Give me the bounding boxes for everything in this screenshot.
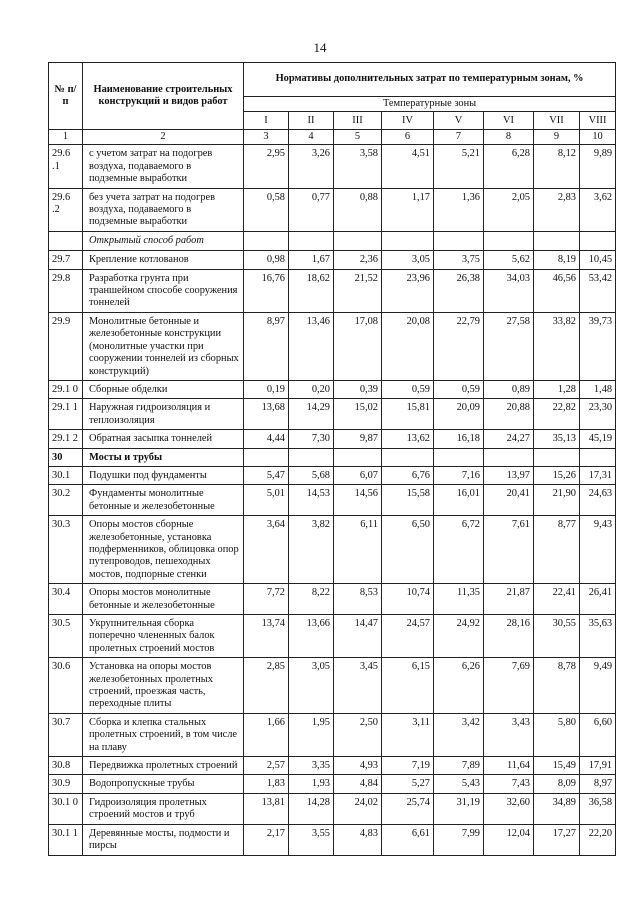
value-cell: 34,89	[534, 793, 580, 824]
value-cell: 7,69	[484, 658, 534, 714]
value-cell	[289, 448, 334, 466]
value-cell: 32,60	[484, 793, 534, 824]
value-cell: 23,96	[382, 269, 434, 312]
column-number: 4	[289, 130, 334, 145]
value-cell: 27,58	[484, 312, 534, 380]
table-row	[49, 658, 616, 714]
row-name: Укрупнительная сборка поперечно члененных балок пролетных строений мостов	[83, 615, 244, 658]
table-row	[49, 757, 616, 775]
zone-header: I	[244, 112, 289, 130]
row-number: 29.1 1	[49, 399, 83, 430]
table-row	[49, 448, 616, 466]
value-cell: 2,95	[244, 145, 289, 188]
value-cell: 13,97	[484, 466, 534, 484]
row-number: 29.8	[49, 269, 83, 312]
value-cell: 24,57	[382, 615, 434, 658]
value-cell	[534, 448, 580, 466]
value-cell: 3,43	[484, 713, 534, 756]
value-cell	[580, 448, 616, 466]
value-cell: 0,19	[244, 380, 289, 398]
col-header-name: Наименование строительных конструкций и видов работ	[83, 63, 244, 130]
value-cell: 17,27	[534, 824, 580, 855]
value-cell: 20,08	[382, 312, 434, 380]
table-row	[49, 145, 616, 188]
value-cell: 8,77	[534, 516, 580, 584]
row-name: Деревянные мосты, подмости и пирсы	[83, 824, 244, 855]
value-cell: 7,99	[434, 824, 484, 855]
value-cell: 53,42	[580, 269, 616, 312]
value-cell: 0,98	[244, 251, 289, 269]
table-row	[49, 793, 616, 824]
value-cell: 6,07	[334, 466, 382, 484]
value-cell: 2,85	[244, 658, 289, 714]
row-name: Монолитные бетонные и железобетонные конструкции (монолитные участки при сооружении тоннелей из сборных конструкций)	[83, 312, 244, 380]
value-cell: 24,92	[434, 615, 484, 658]
row-name: Водопропускные трубы	[83, 775, 244, 793]
value-cell: 17,91	[580, 757, 616, 775]
row-number: 29.7	[49, 251, 83, 269]
value-cell	[244, 231, 289, 250]
value-cell: 10,45	[580, 251, 616, 269]
value-cell: 15,26	[534, 466, 580, 484]
value-cell: 5,80	[534, 713, 580, 756]
value-cell: 5,21	[434, 145, 484, 188]
value-cell	[289, 231, 334, 250]
value-cell: 45,19	[580, 430, 616, 448]
value-cell: 6,11	[334, 516, 382, 584]
page-number: 14	[313, 40, 327, 55]
value-cell	[334, 231, 382, 250]
value-cell: 16,01	[434, 485, 484, 516]
value-cell: 6,61	[382, 824, 434, 855]
value-cell: 24,63	[580, 485, 616, 516]
value-cell: 0,89	[484, 380, 534, 398]
value-cell: 14,47	[334, 615, 382, 658]
value-cell: 22,82	[534, 399, 580, 430]
zone-header: II	[289, 112, 334, 130]
value-cell: 21,90	[534, 485, 580, 516]
value-cell: 3,11	[382, 713, 434, 756]
value-cell: 0,59	[382, 380, 434, 398]
value-cell: 24,27	[484, 430, 534, 448]
value-cell: 15,02	[334, 399, 382, 430]
value-cell: 23,30	[580, 399, 616, 430]
value-cell: 0,58	[244, 188, 289, 231]
row-name: Мосты и трубы	[83, 448, 244, 466]
value-cell	[484, 448, 534, 466]
value-cell: 1,28	[534, 380, 580, 398]
value-cell: 0,77	[289, 188, 334, 231]
zone-header: III	[334, 112, 382, 130]
table-row	[49, 775, 616, 793]
value-cell: 5,01	[244, 485, 289, 516]
value-cell: 1,67	[289, 251, 334, 269]
value-cell: 17,31	[580, 466, 616, 484]
table-row	[49, 485, 616, 516]
column-number: 2	[83, 130, 244, 145]
value-cell: 12,04	[484, 824, 534, 855]
value-cell: 35,13	[534, 430, 580, 448]
column-number: 7	[434, 130, 484, 145]
value-cell: 7,89	[434, 757, 484, 775]
row-name: Разработка грунта при траншейном способе сооружения тоннелей	[83, 269, 244, 312]
value-cell: 16,18	[434, 430, 484, 448]
value-cell: 0,39	[334, 380, 382, 398]
value-cell: 13,46	[289, 312, 334, 380]
value-cell: 26,41	[580, 584, 616, 615]
row-number: 29.1 2	[49, 430, 83, 448]
value-cell: 15,49	[534, 757, 580, 775]
value-cell: 21,52	[334, 269, 382, 312]
value-cell	[244, 448, 289, 466]
value-cell: 14,56	[334, 485, 382, 516]
value-cell: 22,79	[434, 312, 484, 380]
value-cell: 9,87	[334, 430, 382, 448]
value-cell: 6,72	[434, 516, 484, 584]
zone-header: VIII	[580, 112, 616, 130]
row-name: Наружная гидроизоляция и теплоизоляция	[83, 399, 244, 430]
row-number: 30.9	[49, 775, 83, 793]
value-cell: 0,59	[434, 380, 484, 398]
value-cell: 35,63	[580, 615, 616, 658]
value-cell: 7,16	[434, 466, 484, 484]
value-cell: 11,35	[434, 584, 484, 615]
value-cell: 0,88	[334, 188, 382, 231]
zone-header: V	[434, 112, 484, 130]
table-row	[49, 231, 616, 250]
row-name: Фундаменты монолитные бетонные и железобетонные	[83, 485, 244, 516]
row-number: 29.6 .2	[49, 188, 83, 231]
row-number: 29.1 0	[49, 380, 83, 398]
value-cell	[434, 231, 484, 250]
table-row	[49, 188, 616, 231]
row-name: Обратная засыпка тоннелей	[83, 430, 244, 448]
row-number: 29.9	[49, 312, 83, 380]
value-cell: 7,72	[244, 584, 289, 615]
value-cell: 18,62	[289, 269, 334, 312]
value-cell: 3,35	[289, 757, 334, 775]
column-number: 8	[484, 130, 534, 145]
value-cell: 25,74	[382, 793, 434, 824]
value-cell: 6,26	[434, 658, 484, 714]
row-number: 30.6	[49, 658, 83, 714]
table-row	[49, 312, 616, 380]
value-cell: 0,20	[289, 380, 334, 398]
table-row	[49, 824, 616, 855]
value-cell: 1,83	[244, 775, 289, 793]
value-cell: 7,30	[289, 430, 334, 448]
zone-header: IV	[382, 112, 434, 130]
value-cell: 6,15	[382, 658, 434, 714]
value-cell: 2,50	[334, 713, 382, 756]
table-row	[49, 399, 616, 430]
value-cell: 33,82	[534, 312, 580, 380]
table-row	[49, 615, 616, 658]
value-cell	[534, 231, 580, 250]
value-cell: 13,68	[244, 399, 289, 430]
value-cell: 31,19	[434, 793, 484, 824]
row-number: 30.1 0	[49, 793, 83, 824]
value-cell: 6,60	[580, 713, 616, 756]
value-cell: 10,74	[382, 584, 434, 615]
row-name: Крепление котлованов	[83, 251, 244, 269]
column-number: 3	[244, 130, 289, 145]
value-cell: 3,62	[580, 188, 616, 231]
value-cell: 4,84	[334, 775, 382, 793]
value-cell: 2,57	[244, 757, 289, 775]
value-cell: 13,62	[382, 430, 434, 448]
value-cell: 5,47	[244, 466, 289, 484]
column-number: 6	[382, 130, 434, 145]
value-cell: 8,22	[289, 584, 334, 615]
value-cell: 1,17	[382, 188, 434, 231]
value-cell: 13,81	[244, 793, 289, 824]
value-cell	[382, 448, 434, 466]
value-cell: 4,83	[334, 824, 382, 855]
value-cell: 6,28	[484, 145, 534, 188]
value-cell: 2,05	[484, 188, 534, 231]
row-number: 30.8	[49, 757, 83, 775]
value-cell: 8,78	[534, 658, 580, 714]
value-cell: 8,53	[334, 584, 382, 615]
value-cell: 8,97	[244, 312, 289, 380]
col-header-no: № п/п	[49, 63, 83, 130]
value-cell: 14,29	[289, 399, 334, 430]
value-cell: 26,38	[434, 269, 484, 312]
value-cell: 3,75	[434, 251, 484, 269]
row-number: 30.2	[49, 485, 83, 516]
value-cell: 5,62	[484, 251, 534, 269]
value-cell: 1,95	[289, 713, 334, 756]
value-cell: 5,43	[434, 775, 484, 793]
value-cell: 3,58	[334, 145, 382, 188]
value-cell: 15,58	[382, 485, 434, 516]
value-cell: 6,76	[382, 466, 434, 484]
value-cell	[382, 231, 434, 250]
row-name: Гидроизоляция пролетных строений мостов и труб	[83, 793, 244, 824]
table-row	[49, 713, 616, 756]
value-cell: 7,19	[382, 757, 434, 775]
value-cell: 3,64	[244, 516, 289, 584]
table-row	[49, 516, 616, 584]
value-cell: 7,61	[484, 516, 534, 584]
value-cell	[334, 448, 382, 466]
value-cell	[580, 231, 616, 250]
row-name: Подушки под фундаменты	[83, 466, 244, 484]
row-number	[49, 231, 83, 250]
col-header-zones: Температурные зоны	[244, 97, 616, 112]
column-number: 1	[49, 130, 83, 145]
row-number: 30.4	[49, 584, 83, 615]
value-cell: 22,20	[580, 824, 616, 855]
value-cell: 17,08	[334, 312, 382, 380]
table-row	[49, 584, 616, 615]
value-cell: 22,41	[534, 584, 580, 615]
column-number: 9	[534, 130, 580, 145]
value-cell: 24,02	[334, 793, 382, 824]
value-cell: 13,74	[244, 615, 289, 658]
value-cell: 3,05	[382, 251, 434, 269]
value-cell: 3,45	[334, 658, 382, 714]
value-cell: 2,36	[334, 251, 382, 269]
value-cell: 30,55	[534, 615, 580, 658]
row-name: Опоры мостов сборные железобетонные, установка подферменников, облицовка опор путепроводов, пешеходных мостов, подпорные стенки	[83, 516, 244, 584]
value-cell: 1,66	[244, 713, 289, 756]
value-cell: 14,53	[289, 485, 334, 516]
norms-table	[48, 62, 616, 856]
row-name: Передвижка пролетных строений	[83, 757, 244, 775]
value-cell: 39,73	[580, 312, 616, 380]
value-cell: 8,97	[580, 775, 616, 793]
table-row	[49, 430, 616, 448]
value-cell	[484, 231, 534, 250]
value-cell	[434, 448, 484, 466]
value-cell: 9,43	[580, 516, 616, 584]
value-cell: 15,81	[382, 399, 434, 430]
table-row	[49, 251, 616, 269]
value-cell: 9,89	[580, 145, 616, 188]
row-number: 30.1	[49, 466, 83, 484]
row-name: с учетом затрат на подогрев воздуха, подаваемого в подземные выработки	[83, 145, 244, 188]
column-number: 10	[580, 130, 616, 145]
value-cell: 16,76	[244, 269, 289, 312]
row-name: без учета затрат на подогрев воздуха, подаваемого в подземные выработки	[83, 188, 244, 231]
value-cell: 14,28	[289, 793, 334, 824]
value-cell: 20,09	[434, 399, 484, 430]
value-cell: 21,87	[484, 584, 534, 615]
value-cell: 1,36	[434, 188, 484, 231]
value-cell: 5,27	[382, 775, 434, 793]
row-number: 30	[49, 448, 83, 466]
value-cell: 3,42	[434, 713, 484, 756]
value-cell: 5,68	[289, 466, 334, 484]
value-cell: 13,66	[289, 615, 334, 658]
value-cell: 36,58	[580, 793, 616, 824]
value-cell: 9,49	[580, 658, 616, 714]
value-cell: 3,55	[289, 824, 334, 855]
row-number: 30.7	[49, 713, 83, 756]
table-row	[49, 380, 616, 398]
zone-header: VI	[484, 112, 534, 130]
value-cell: 2,83	[534, 188, 580, 231]
value-cell: 1,93	[289, 775, 334, 793]
table-row	[49, 466, 616, 484]
row-name: Установка на опоры мостов железобетонных пролетных строений, проезжая часть, переходные плиты	[83, 658, 244, 714]
row-number: 30.3	[49, 516, 83, 584]
value-cell: 4,51	[382, 145, 434, 188]
value-cell: 6,50	[382, 516, 434, 584]
value-cell: 2,17	[244, 824, 289, 855]
row-name: Открытый способ работ	[83, 231, 244, 250]
zone-header: VII	[534, 112, 580, 130]
value-cell: 11,64	[484, 757, 534, 775]
row-number: 29.6 .1	[49, 145, 83, 188]
value-cell: 20,88	[484, 399, 534, 430]
value-cell: 7,43	[484, 775, 534, 793]
value-cell: 34,03	[484, 269, 534, 312]
row-number: 30.5	[49, 615, 83, 658]
row-name: Опоры мостов монолитные бетонные и железобетонные	[83, 584, 244, 615]
value-cell: 8,19	[534, 251, 580, 269]
value-cell: 46,56	[534, 269, 580, 312]
row-name: Сборка и клепка стальных пролетных строений, в том числе на плаву	[83, 713, 244, 756]
row-name: Сборные обделки	[83, 380, 244, 398]
row-number: 30.1 1	[49, 824, 83, 855]
value-cell: 3,05	[289, 658, 334, 714]
value-cell: 3,82	[289, 516, 334, 584]
value-cell: 4,44	[244, 430, 289, 448]
value-cell: 4,93	[334, 757, 382, 775]
value-cell: 8,12	[534, 145, 580, 188]
value-cell: 20,41	[484, 485, 534, 516]
column-number: 5	[334, 130, 382, 145]
value-cell: 28,16	[484, 615, 534, 658]
value-cell: 1,48	[580, 380, 616, 398]
col-header-norms: Нормативы дополнительных затрат по температурным зонам, %	[244, 63, 616, 97]
value-cell: 8,09	[534, 775, 580, 793]
table-row	[49, 269, 616, 312]
value-cell: 3,26	[289, 145, 334, 188]
